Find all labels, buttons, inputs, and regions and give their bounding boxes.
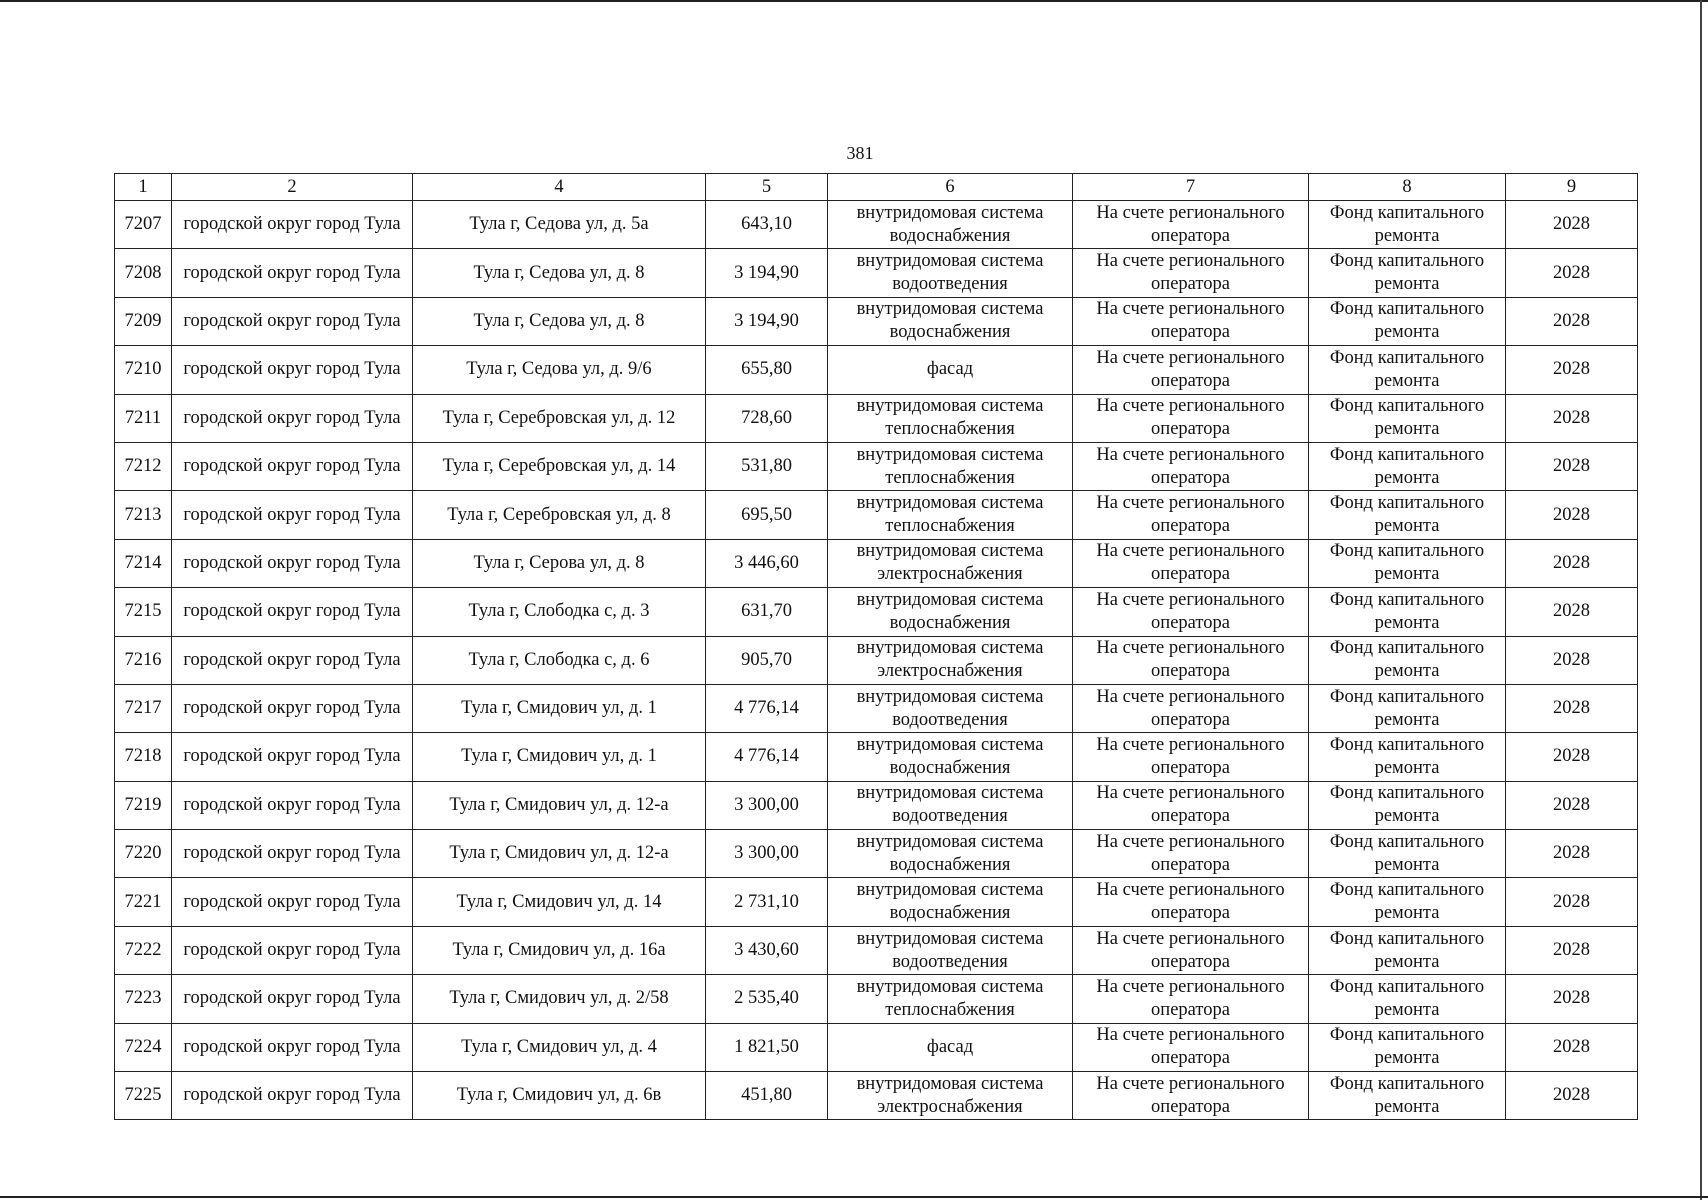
top-edge-rule bbox=[0, 0, 1708, 2]
area-cell: 1 821,50 bbox=[706, 1023, 828, 1071]
planned-year-cell: 2028 bbox=[1506, 491, 1638, 539]
planned-year-cell: 2028 bbox=[1506, 588, 1638, 636]
fund-account-cell: На счете регионального оператора bbox=[1073, 975, 1309, 1023]
planned-year-cell: 2028 bbox=[1506, 201, 1638, 249]
right-edge-rule bbox=[1700, 0, 1702, 1200]
funding-source-cell: Фонд капитального ремонта bbox=[1309, 878, 1506, 926]
row-number-cell: 7225 bbox=[115, 1072, 172, 1120]
row-number-cell: 7217 bbox=[115, 684, 172, 732]
fund-account-cell: На счете регионального оператора bbox=[1073, 346, 1309, 394]
row-number-cell: 7210 bbox=[115, 346, 172, 394]
funding-source-cell: Фонд капитального ремонта bbox=[1309, 539, 1506, 587]
area-cell: 631,70 bbox=[706, 588, 828, 636]
funding-source-cell: Фонд капитального ремонта bbox=[1309, 394, 1506, 442]
row-number-cell: 7211 bbox=[115, 394, 172, 442]
planned-year-cell: 2028 bbox=[1506, 733, 1638, 781]
municipality-cell: городской округ город Тула bbox=[172, 539, 413, 587]
fund-account-cell: На счете регионального оператора bbox=[1073, 733, 1309, 781]
address-cell: Тула г, Серебровская ул, д. 8 bbox=[413, 491, 706, 539]
structural-element-cell: внутридомовая система водоснабжения bbox=[828, 733, 1073, 781]
table-row bbox=[115, 394, 1638, 442]
planned-year-cell: 2028 bbox=[1506, 878, 1638, 926]
funding-source-cell: Фонд капитального ремонта bbox=[1309, 636, 1506, 684]
area-cell: 2 731,10 bbox=[706, 878, 828, 926]
funding-source-cell: Фонд капитального ремонта bbox=[1309, 1072, 1506, 1120]
funding-source-cell: Фонд капитального ремонта bbox=[1309, 926, 1506, 974]
column-number-row bbox=[115, 174, 1638, 201]
column-header: 1 bbox=[115, 174, 172, 201]
row-number-cell: 7208 bbox=[115, 249, 172, 297]
column-header: 7 bbox=[1073, 174, 1309, 201]
fund-account-cell: На счете регионального оператора bbox=[1073, 636, 1309, 684]
row-number-cell: 7219 bbox=[115, 781, 172, 829]
address-cell: Тула г, Смидович ул, д. 1 bbox=[413, 733, 706, 781]
fund-account-cell: На счете регионального оператора bbox=[1073, 1023, 1309, 1071]
address-cell: Тула г, Смидович ул, д. 14 bbox=[413, 878, 706, 926]
planned-year-cell: 2028 bbox=[1506, 1072, 1638, 1120]
row-number-cell: 7213 bbox=[115, 491, 172, 539]
area-cell: 3 300,00 bbox=[706, 781, 828, 829]
fund-account-cell: На счете регионального оператора bbox=[1073, 830, 1309, 878]
municipality-cell: городской округ город Тула bbox=[172, 636, 413, 684]
table-row bbox=[115, 1023, 1638, 1071]
table-row bbox=[115, 926, 1638, 974]
planned-year-cell: 2028 bbox=[1506, 394, 1638, 442]
fund-account-cell: На счете регионального оператора bbox=[1073, 442, 1309, 490]
row-number-cell: 7222 bbox=[115, 926, 172, 974]
municipality-cell: городской округ город Тула bbox=[172, 684, 413, 732]
column-header: 8 bbox=[1309, 174, 1506, 201]
address-cell: Тула г, Серебровская ул, д. 14 bbox=[413, 442, 706, 490]
municipality-cell: городской округ город Тула bbox=[172, 588, 413, 636]
funding-source-cell: Фонд капитального ремонта bbox=[1309, 781, 1506, 829]
funding-source-cell: Фонд капитального ремонта bbox=[1309, 975, 1506, 1023]
table-row bbox=[115, 539, 1638, 587]
area-cell: 3 446,60 bbox=[706, 539, 828, 587]
municipality-cell: городской округ город Тула bbox=[172, 491, 413, 539]
fund-account-cell: На счете регионального оператора bbox=[1073, 201, 1309, 249]
row-number-cell: 7220 bbox=[115, 830, 172, 878]
fund-account-cell: На счете регионального оператора bbox=[1073, 394, 1309, 442]
fund-account-cell: На счете регионального оператора bbox=[1073, 539, 1309, 587]
structural-element-cell: внутридомовая система электроснабжения bbox=[828, 539, 1073, 587]
row-number-cell: 7224 bbox=[115, 1023, 172, 1071]
column-header: 2 bbox=[172, 174, 413, 201]
structural-element-cell: внутридомовая система водоснабжения bbox=[828, 201, 1073, 249]
address-cell: Тула г, Смидович ул, д. 12-а bbox=[413, 830, 706, 878]
table-row bbox=[115, 1072, 1638, 1120]
funding-source-cell: Фонд капитального ремонта bbox=[1309, 201, 1506, 249]
area-cell: 531,80 bbox=[706, 442, 828, 490]
address-cell: Тула г, Слободка с, д. 6 bbox=[413, 636, 706, 684]
structural-element-cell: внутридомовая система электроснабжения bbox=[828, 1072, 1073, 1120]
structural-element-cell: внутридомовая система теплоснабжения bbox=[828, 394, 1073, 442]
municipality-cell: городской округ город Тула bbox=[172, 781, 413, 829]
area-cell: 3 300,00 bbox=[706, 830, 828, 878]
table-row bbox=[115, 636, 1638, 684]
column-header: 5 bbox=[706, 174, 828, 201]
address-cell: Тула г, Слободка с, д. 3 bbox=[413, 588, 706, 636]
table-row bbox=[115, 878, 1638, 926]
structural-element-cell: внутридомовая система водоснабжения bbox=[828, 588, 1073, 636]
address-cell: Тула г, Седова ул, д. 8 bbox=[413, 249, 706, 297]
municipality-cell: городской округ город Тула bbox=[172, 1023, 413, 1071]
table-row bbox=[115, 201, 1638, 249]
planned-year-cell: 2028 bbox=[1506, 442, 1638, 490]
structural-element-cell: внутридомовая система водоотведения bbox=[828, 684, 1073, 732]
structural-element-cell: внутридомовая система теплоснабжения bbox=[828, 975, 1073, 1023]
address-cell: Тула г, Смидович ул, д. 6в bbox=[413, 1072, 706, 1120]
table-row bbox=[115, 491, 1638, 539]
area-cell: 728,60 bbox=[706, 394, 828, 442]
structural-element-cell: фасад bbox=[828, 1023, 1073, 1071]
column-header: 6 bbox=[828, 174, 1073, 201]
table-row bbox=[115, 975, 1638, 1023]
funding-source-cell: Фонд капитального ремонта bbox=[1309, 491, 1506, 539]
area-cell: 3 194,90 bbox=[706, 297, 828, 345]
address-cell: Тула г, Седова ул, д. 8 bbox=[413, 297, 706, 345]
table-row bbox=[115, 684, 1638, 732]
funding-source-cell: Фонд капитального ремонта bbox=[1309, 684, 1506, 732]
fund-account-cell: На счете регионального оператора bbox=[1073, 588, 1309, 636]
fund-account-cell: На счете регионального оператора bbox=[1073, 1072, 1309, 1120]
planned-year-cell: 2028 bbox=[1506, 1023, 1638, 1071]
planned-year-cell: 2028 bbox=[1506, 975, 1638, 1023]
funding-source-cell: Фонд капитального ремонта bbox=[1309, 297, 1506, 345]
row-number-cell: 7221 bbox=[115, 878, 172, 926]
planned-year-cell: 2028 bbox=[1506, 249, 1638, 297]
area-cell: 451,80 bbox=[706, 1072, 828, 1120]
planned-year-cell: 2028 bbox=[1506, 781, 1638, 829]
structural-element-cell: внутридомовая система водоотведения bbox=[828, 249, 1073, 297]
municipality-cell: городской округ город Тула bbox=[172, 394, 413, 442]
area-cell: 4 776,14 bbox=[706, 684, 828, 732]
structural-element-cell: внутридомовая система водоснабжения bbox=[828, 878, 1073, 926]
funding-source-cell: Фонд капитального ремонта bbox=[1309, 733, 1506, 781]
municipality-cell: городской округ город Тула bbox=[172, 830, 413, 878]
structural-element-cell: внутридомовая система водоотведения bbox=[828, 926, 1073, 974]
municipality-cell: городской округ город Тула bbox=[172, 733, 413, 781]
fund-account-cell: На счете регионального оператора bbox=[1073, 491, 1309, 539]
funding-source-cell: Фонд капитального ремонта bbox=[1309, 346, 1506, 394]
area-cell: 4 776,14 bbox=[706, 733, 828, 781]
area-cell: 695,50 bbox=[706, 491, 828, 539]
address-cell: Тула г, Смидович ул, д. 2/58 bbox=[413, 975, 706, 1023]
address-cell: Тула г, Смидович ул, д. 12-а bbox=[413, 781, 706, 829]
municipality-cell: городской округ город Тула bbox=[172, 346, 413, 394]
address-cell: Тула г, Смидович ул, д. 16а bbox=[413, 926, 706, 974]
planned-year-cell: 2028 bbox=[1506, 346, 1638, 394]
planned-year-cell: 2028 bbox=[1506, 926, 1638, 974]
area-cell: 905,70 bbox=[706, 636, 828, 684]
table-row bbox=[115, 249, 1638, 297]
planned-year-cell: 2028 bbox=[1506, 830, 1638, 878]
municipality-cell: городской округ город Тула bbox=[172, 201, 413, 249]
address-cell: Тула г, Седова ул, д. 5а bbox=[413, 201, 706, 249]
row-number-cell: 7209 bbox=[115, 297, 172, 345]
area-cell: 3 430,60 bbox=[706, 926, 828, 974]
row-number-cell: 7207 bbox=[115, 201, 172, 249]
funding-source-cell: Фонд капитального ремонта bbox=[1309, 442, 1506, 490]
structural-element-cell: внутридомовая система электроснабжения bbox=[828, 636, 1073, 684]
fund-account-cell: На счете регионального оператора bbox=[1073, 781, 1309, 829]
fund-account-cell: На счете регионального оператора bbox=[1073, 249, 1309, 297]
planned-year-cell: 2028 bbox=[1506, 636, 1638, 684]
funding-source-cell: Фонд капитального ремонта bbox=[1309, 588, 1506, 636]
municipality-cell: городской округ город Тула bbox=[172, 442, 413, 490]
address-cell: Тула г, Смидович ул, д. 4 bbox=[413, 1023, 706, 1071]
capital-repair-table bbox=[114, 173, 1638, 1120]
address-cell: Тула г, Серова ул, д. 8 bbox=[413, 539, 706, 587]
address-cell: Тула г, Седова ул, д. 9/6 bbox=[413, 346, 706, 394]
fund-account-cell: На счете регионального оператора bbox=[1073, 878, 1309, 926]
column-header: 4 bbox=[413, 174, 706, 201]
municipality-cell: городской округ город Тула bbox=[172, 297, 413, 345]
column-header: 9 bbox=[1506, 174, 1638, 201]
municipality-cell: городской округ город Тула bbox=[172, 878, 413, 926]
structural-element-cell: внутридомовая система водоснабжения bbox=[828, 830, 1073, 878]
fund-account-cell: На счете регионального оператора bbox=[1073, 297, 1309, 345]
table-row bbox=[115, 830, 1638, 878]
table-row bbox=[115, 733, 1638, 781]
address-cell: Тула г, Серебровская ул, д. 12 bbox=[413, 394, 706, 442]
fund-account-cell: На счете регионального оператора bbox=[1073, 926, 1309, 974]
structural-element-cell: фасад bbox=[828, 346, 1073, 394]
area-cell: 643,10 bbox=[706, 201, 828, 249]
fund-account-cell: На счете регионального оператора bbox=[1073, 684, 1309, 732]
bottom-edge-rule bbox=[0, 1196, 1708, 1198]
municipality-cell: городской округ город Тула bbox=[172, 249, 413, 297]
municipality-cell: городской округ город Тула bbox=[172, 926, 413, 974]
structural-element-cell: внутридомовая система водоотведения bbox=[828, 781, 1073, 829]
table-row bbox=[115, 781, 1638, 829]
row-number-cell: 7218 bbox=[115, 733, 172, 781]
funding-source-cell: Фонд капитального ремонта bbox=[1309, 249, 1506, 297]
table-row bbox=[115, 297, 1638, 345]
table-row bbox=[115, 346, 1638, 394]
table-row bbox=[115, 442, 1638, 490]
planned-year-cell: 2028 bbox=[1506, 539, 1638, 587]
funding-source-cell: Фонд капитального ремонта bbox=[1309, 1023, 1506, 1071]
planned-year-cell: 2028 bbox=[1506, 684, 1638, 732]
structural-element-cell: внутридомовая система водоснабжения bbox=[828, 297, 1073, 345]
funding-source-cell: Фонд капитального ремонта bbox=[1309, 830, 1506, 878]
row-number-cell: 7212 bbox=[115, 442, 172, 490]
area-cell: 2 535,40 bbox=[706, 975, 828, 1023]
row-number-cell: 7214 bbox=[115, 539, 172, 587]
municipality-cell: городской округ город Тула bbox=[172, 975, 413, 1023]
structural-element-cell: внутридомовая система теплоснабжения bbox=[828, 442, 1073, 490]
address-cell: Тула г, Смидович ул, д. 1 bbox=[413, 684, 706, 732]
table-body bbox=[115, 201, 1638, 1120]
row-number-cell: 7216 bbox=[115, 636, 172, 684]
planned-year-cell: 2028 bbox=[1506, 297, 1638, 345]
structural-element-cell: внутридомовая система теплоснабжения bbox=[828, 491, 1073, 539]
page-number: 381 bbox=[846, 143, 874, 163]
area-cell: 3 194,90 bbox=[706, 249, 828, 297]
municipality-cell: городской округ город Тула bbox=[172, 1072, 413, 1120]
row-number-cell: 7215 bbox=[115, 588, 172, 636]
table-row bbox=[115, 588, 1638, 636]
area-cell: 655,80 bbox=[706, 346, 828, 394]
row-number-cell: 7223 bbox=[115, 975, 172, 1023]
